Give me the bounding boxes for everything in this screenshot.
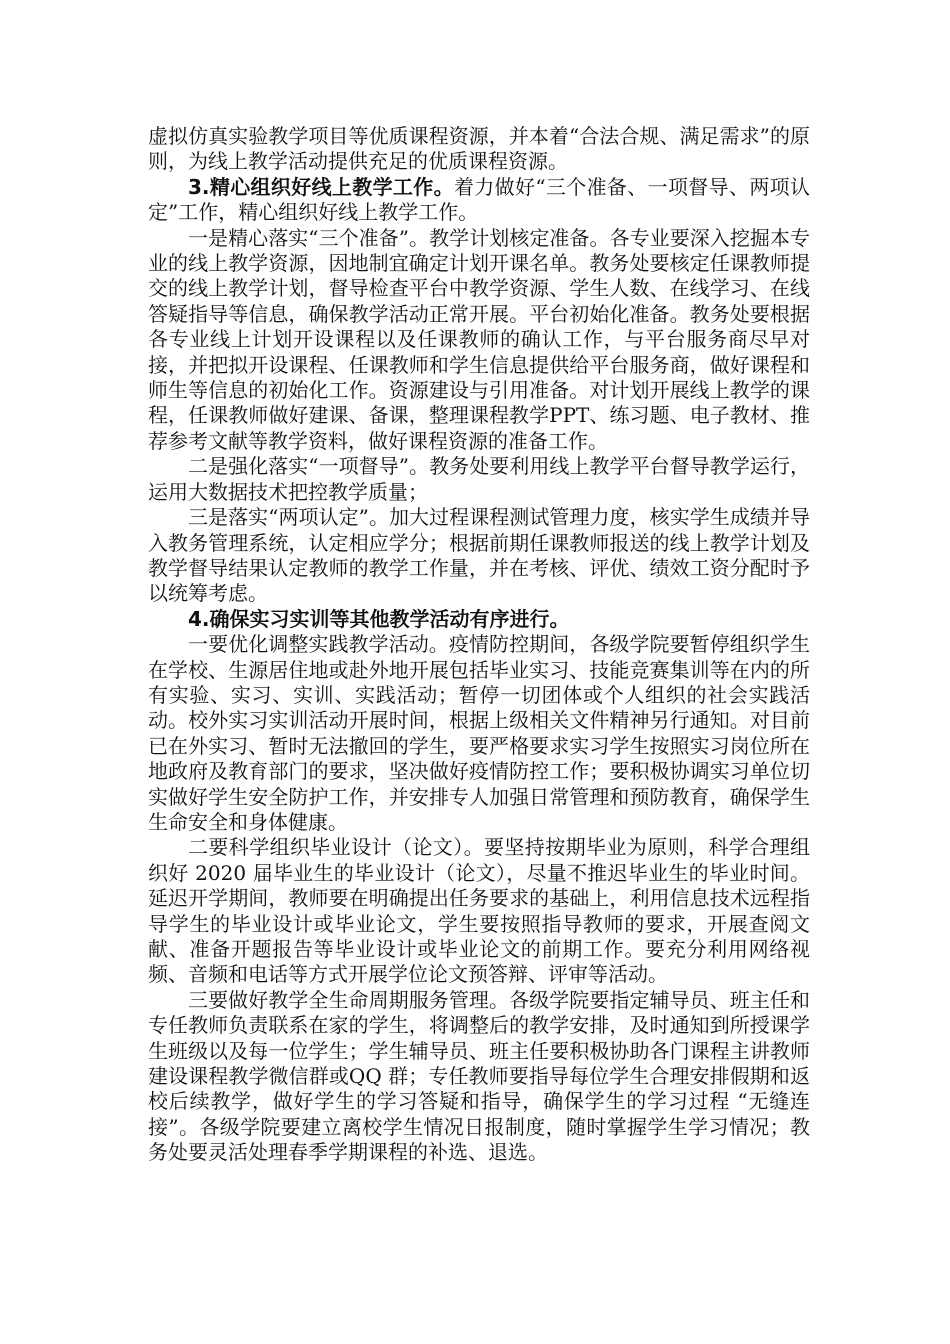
paragraph-continuation xyxy=(148,124,810,175)
paragraph-text: 二是强化落实“一项督导”。教务处要利用线上教学平台督导教学运行，运用大数据技术把控教学质量； xyxy=(148,454,810,504)
paragraph-text: 三要做好教学全生命周期服务管理。各级学院要指定辅导员、班主任和专任教师负责联系在家的学生，将调整后的教学安排，及时通知到所授课学生班级以及每一位学生；学生辅导员、班主任要积极协助各门课程主讲教师建设课程教学微信群或QQ 群；专任教师要指导每位学生合理安排假期和返校后续教学，做好学生的学习答疑和指导，确保学生的学习过程 “无缝连接”。各级学院要建立离校学生情况日报制度，随时掌握学生学习情况；教务处要灵活处理春季学期课程的补选、退选。 xyxy=(148,987,810,1165)
section-3-paragraph xyxy=(148,175,810,226)
section-3-heading: 3.精心组织好线上教学工作。 xyxy=(188,174,454,199)
paragraph-text: 二要科学组织毕业设计（论文）。要坚持按期毕业为原则，科学合理组织好 2020 届毕业生的毕业设计（论文），尽量不推迟毕业生的毕业时间。延迟开学期间，教师要在明确提出任务要求的基础上，利用信息技术远程指导学生的毕业设计或毕业论文，学生要按照指导教师的要求，开展查阅文献、准备开题报告等毕业设计或毕业论文的前期工作。要充分利用网络视频、音频和电话等方式开展学位论文预答辩、评审等活动。 xyxy=(148,835,810,987)
paragraph-graduation-design xyxy=(148,835,810,987)
paragraph-practice-activities xyxy=(148,632,810,835)
section-4-heading: 4.确保实习实训等其他教学活动有序进行。 xyxy=(188,606,570,631)
paragraph-text: 着力做好“三个准备、一项督导、两项认定”工作，精心组织好线上教学工作。 xyxy=(148,174,811,225)
paragraph-text: 三是落实“两项认定”。加大过程课程测试管理力度，核实学生成绩并导入教务管理系统，认定相应学分；根据前期任课教师报送的线上教学计划及教学督导结果认定教师的教学工作量，并在考核、评优、绩效工资分配时予以统筹考虑。 xyxy=(148,505,810,606)
paragraph-text: 一是精心落实“三个准备”。教学计划核定准备。各专业要深入挖掘本专业的线上教学资源，因地制宜确定计划开课名单。教务处要核定任课教师提交的线上教学计划，督导检查平台中教学资源、学生人数、在线学习、在线答疑指导等信息，确保教学活动正常开展。平台初始化准备。教务处要根据各专业线上计划开设课程以及任课教师的确认工作，与平台服务商尽早对接，并把拟开设课程、任课教师和学生信息提供给平台服务商，做好课程和师生等信息的初始化工作。资源建设与引用准备。对计划开展线上教学的课程，任课教师做好建课、备课，整理课程教学PPT、练习题、电子教材、推荐参考文献等教学资料，做好课程资源的准备工作。 xyxy=(148,225,810,453)
section-4-paragraph xyxy=(148,607,810,632)
document-page xyxy=(148,124,810,1166)
paragraph-text: 一要优化调整实践教学活动。疫情防控期间，各级学院要暂停组织学生在学校、生源居住地或赴外地开展包括毕业实习、技能竞赛集训等在内的所有实验、实习、实训、实践活动；暂停一切团体或个人组织的社会实践活动。校外实习实训活动开展时间，根据上级相关文件精神另行通知。对目前已在外实习、暂时无法撤回的学生，要严格要求实习学生按照实习岗位所在地政府及教育部门的要求，坚决做好疫情防控工作；要积极协调实习单位切实做好学生安全防护工作，并安排专人加强日常管理和预防教育，确保学生生命安全和身体健康。 xyxy=(148,632,810,834)
paragraph-lifecycle-service xyxy=(148,988,810,1166)
paragraph-one-supervision xyxy=(148,454,810,505)
paragraph-text: 虚拟仿真实验教学项目等优质课程资源，并本着“合法合规、满足需求”的原则，为线上教学活动提供充足的优质课程资源。 xyxy=(148,124,810,174)
paragraph-two-recognitions xyxy=(148,505,810,607)
paragraph-three-preparations xyxy=(148,226,810,455)
